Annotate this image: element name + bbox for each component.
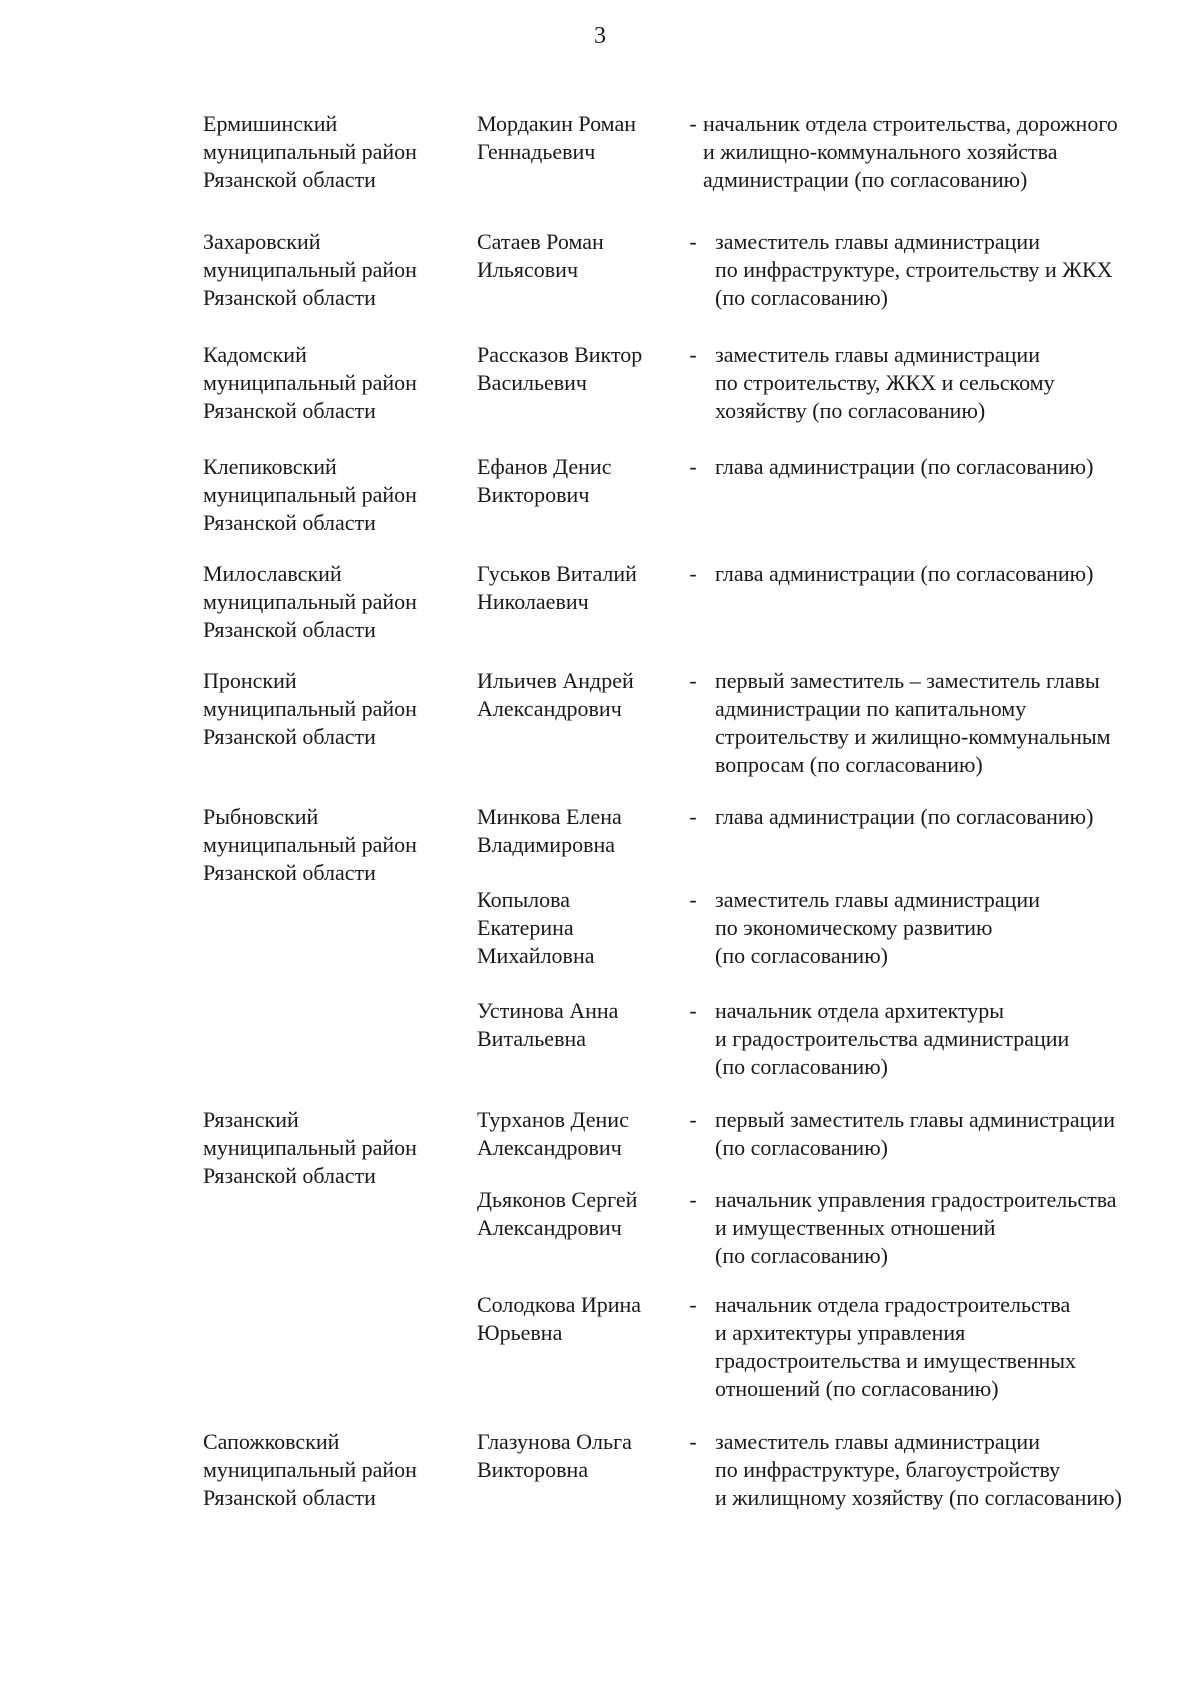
dash-separator: -: [689, 1187, 697, 1212]
district-line: муниципальный район: [203, 1135, 417, 1160]
person-role: [715, 1428, 1195, 1512]
person-line: Михайловна: [477, 943, 595, 968]
person-line: Дьяконов Сергей: [477, 1187, 638, 1212]
district-line: Рязанской области: [203, 724, 376, 749]
dash-separator: -: [689, 1429, 697, 1454]
role-line: по строительству, ЖКХ и сельскому: [715, 370, 1055, 395]
person-line: Екатерина: [477, 915, 574, 940]
person-line: Солодкова Ирина: [477, 1292, 642, 1317]
role-line: заместитель главы администрации: [715, 887, 1040, 912]
district-line: Рязанской области: [203, 1163, 376, 1188]
person-name: [477, 1291, 692, 1347]
role-line: начальник управления градостроительства: [715, 1187, 1117, 1212]
dash-separator: -: [689, 454, 697, 479]
person-line: Владимировна: [477, 832, 616, 857]
role-line: вопросам (по согласованию): [715, 752, 983, 777]
district-name: [203, 453, 453, 537]
district-line: муниципальный район: [203, 1457, 417, 1482]
dash-separator: -: [689, 1107, 697, 1132]
district-line: Рязанской области: [203, 860, 376, 885]
person-role: [715, 1186, 1195, 1270]
role-line: (по согласованию): [715, 943, 888, 968]
role-line: глава администрации (по согласованию): [715, 804, 1094, 829]
district-line: Кадомский: [203, 342, 307, 367]
person-role: [715, 228, 1195, 312]
role-line: и градостроительства администрации: [715, 1026, 1070, 1051]
role-line: глава администрации (по согласованию): [715, 561, 1094, 586]
role-line: администрации по капитальному: [715, 696, 1027, 721]
person-role: [703, 110, 1183, 194]
person-name: [477, 560, 692, 616]
person-line: Александрович: [477, 1135, 622, 1160]
person-name: [477, 341, 692, 397]
person-name: [477, 110, 692, 166]
person-role: [715, 1291, 1195, 1403]
person-name: [477, 453, 692, 509]
person-line: Витальевна: [477, 1026, 586, 1051]
role-line: и жилищному хозяйству (по согласованию): [715, 1485, 1122, 1510]
district-line: муниципальный район: [203, 257, 417, 282]
dash-separator: -: [689, 342, 697, 367]
district-line: Рязанской области: [203, 285, 376, 310]
role-line: администрации (по согласованию): [703, 167, 1028, 192]
district-name: [203, 228, 453, 312]
person-line: Мордакин Роман: [477, 111, 636, 136]
person-name: [477, 886, 692, 970]
role-line: первый заместитель главы администрации: [715, 1107, 1115, 1132]
district-name: [203, 341, 453, 425]
role-line: (по согласованию): [715, 285, 888, 310]
role-line: (по согласованию): [715, 1054, 888, 1079]
district-line: Рязанской области: [203, 398, 376, 423]
page-number: 3: [594, 23, 606, 49]
district-line: Рязанской области: [203, 1485, 376, 1510]
person-name: [477, 667, 692, 723]
person-line: Турханов Денис: [477, 1107, 629, 1132]
dash-separator: -: [689, 111, 697, 136]
person-line: Устинова Анна: [477, 998, 619, 1023]
district-name: [203, 1106, 453, 1190]
district-name: [203, 667, 453, 751]
district-line: муниципальный район: [203, 589, 417, 614]
district-line: муниципальный район: [203, 696, 417, 721]
person-line: Александрович: [477, 1215, 622, 1240]
role-line: отношений (по согласованию): [715, 1376, 999, 1401]
person-line: Рассказов Виктор: [477, 342, 643, 367]
person-role: [715, 341, 1195, 425]
person-line: Копылова: [477, 887, 570, 912]
role-line: по инфраструктуре, благоустройству: [715, 1457, 1061, 1482]
person-line: Геннадьевич: [477, 139, 596, 164]
role-line: и имущественных отношений: [715, 1215, 996, 1240]
district-name: [203, 560, 453, 644]
person-name: [477, 228, 692, 284]
role-line: градостроительства и имущественных: [715, 1348, 1077, 1373]
person-name: [477, 1428, 692, 1484]
person-line: Викторович: [477, 482, 590, 507]
role-line: начальник отдела градостроительства: [715, 1292, 1071, 1317]
person-line: Николаевич: [477, 589, 589, 614]
person-role: [715, 886, 1195, 970]
person-role: [715, 560, 1195, 588]
district-line: Рязанский: [203, 1107, 299, 1132]
district-line: Захаровский: [203, 229, 321, 254]
district-line: Пронский: [203, 668, 297, 693]
role-line: по экономическому развитию: [715, 915, 993, 940]
dash-separator: -: [689, 668, 697, 693]
district-line: Рязанской области: [203, 167, 376, 192]
person-name: [477, 1106, 692, 1162]
person-role: [715, 997, 1195, 1081]
person-role: [715, 453, 1195, 481]
district-line: Клепиковский: [203, 454, 337, 479]
person-line: Гуськов Виталий: [477, 561, 637, 586]
dash-separator: -: [689, 998, 697, 1023]
role-line: (по согласованию): [715, 1135, 888, 1160]
district-line: муниципальный район: [203, 832, 417, 857]
person-line: Ильясович: [477, 257, 579, 282]
person-line: Васильевич: [477, 370, 587, 395]
district-line: Ермишинский: [203, 111, 338, 136]
person-line: Викторовна: [477, 1457, 589, 1482]
role-line: строительству и жилищно-коммунальным: [715, 724, 1111, 749]
dash-separator: -: [689, 1292, 697, 1317]
district-line: Рязанской области: [203, 617, 376, 642]
person-line: Юрьевна: [477, 1320, 563, 1345]
person-name: [477, 803, 692, 859]
person-line: Минкова Елена: [477, 804, 622, 829]
person-role: [715, 803, 1195, 831]
person-role: [715, 667, 1195, 779]
role-line: заместитель главы администрации: [715, 1429, 1040, 1454]
role-line: хозяйству (по согласованию): [715, 398, 986, 423]
dash-separator: -: [689, 229, 697, 254]
dash-separator: -: [689, 887, 697, 912]
person-line: Ильичев Андрей: [477, 668, 634, 693]
district-line: муниципальный район: [203, 370, 417, 395]
person-line: Сатаев Роман: [477, 229, 604, 254]
role-line: глава администрации (по согласованию): [715, 454, 1094, 479]
role-line: по инфраструктуре, строительству и ЖКХ: [715, 257, 1113, 282]
district-line: Милославский: [203, 561, 342, 586]
district-name: [203, 803, 453, 887]
role-line: и архитектуры управления: [715, 1320, 966, 1345]
district-line: Рязанской области: [203, 510, 376, 535]
district-line: муниципальный район: [203, 482, 417, 507]
district-name: [203, 1428, 453, 1512]
role-line: заместитель главы администрации: [715, 229, 1040, 254]
role-line: и жилищно-коммунального хозяйства: [703, 139, 1058, 164]
role-line: начальник отдела строительства, дорожного: [703, 111, 1118, 136]
role-line: (по согласованию): [715, 1243, 888, 1268]
person-role: [715, 1106, 1195, 1162]
district-line: Сапожковский: [203, 1429, 340, 1454]
person-name: [477, 1186, 692, 1242]
district-line: муниципальный район: [203, 139, 417, 164]
role-line: заместитель главы администрации: [715, 342, 1040, 367]
person-line: Александрович: [477, 696, 622, 721]
district-name: [203, 110, 453, 194]
role-line: первый заместитель – заместитель главы: [715, 668, 1100, 693]
person-line: Глазунова Ольга: [477, 1429, 632, 1454]
dash-separator: -: [689, 804, 697, 829]
person-line: Ефанов Денис: [477, 454, 612, 479]
district-line: Рыбновский: [203, 804, 319, 829]
dash-separator: -: [689, 561, 697, 586]
role-line: начальник отдела архитектуры: [715, 998, 1005, 1023]
person-name: [477, 997, 692, 1053]
